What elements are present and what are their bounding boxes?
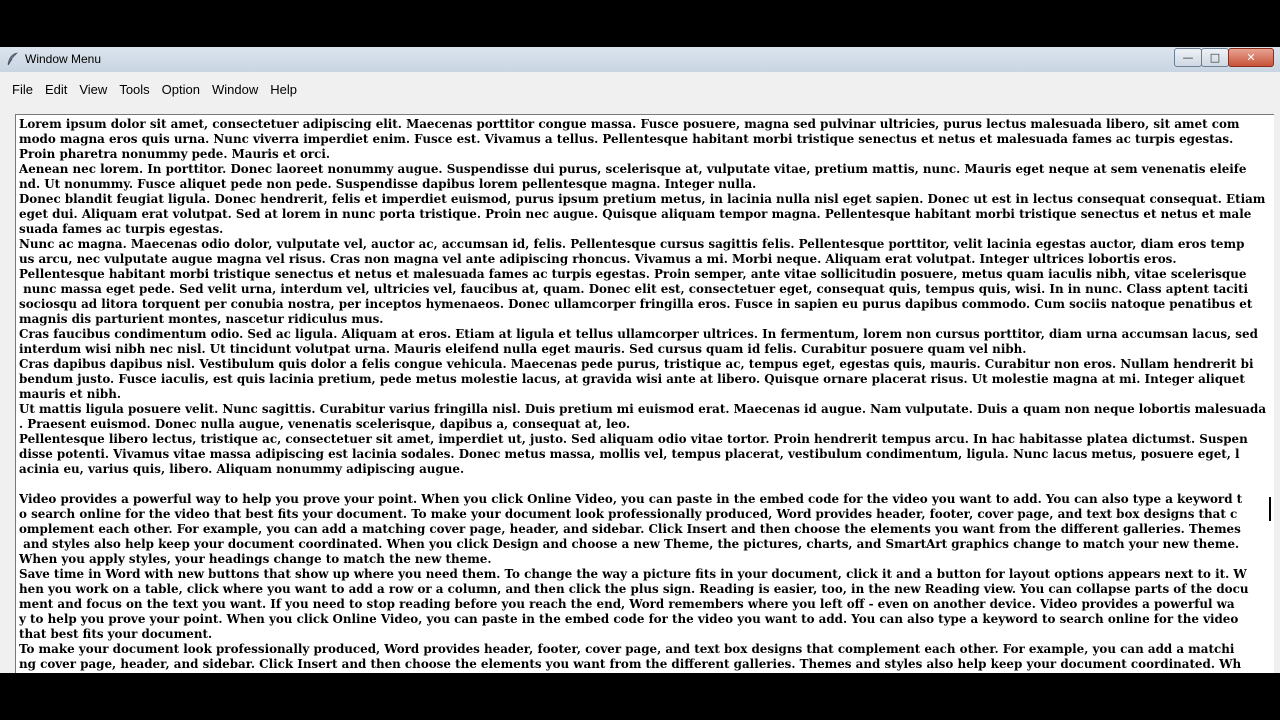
text-line[interactable]: sociosqu ad litora torquent per conubia nostra, per inceptos hymenaeos. Donec ullamcorper fringilla eros. Fusce in sapien eu purus dapibus commodo. Cum sociis natoque penatibus et xyxy=(19,297,1253,311)
text-line[interactable]: ment and focus on the text you want. If you need to stop reading before you reach the end, Word remembers where you left off - even on another device. Video provides a powerful wa xyxy=(19,597,1235,611)
text-line[interactable]: Donec blandit feugiat ligula. Donec hendrerit, felis et imperdiet euismod, purus ipsum pretium metus, in lacinia nulla nisl eget sapien. Donec ut est in lectus consequat consequat. Etiam xyxy=(19,192,1266,206)
text-line[interactable]: hen you work on a table, click where you want to add a row or a column, and then click the plus sign. Reading is easier, too, in the new Reading view. You can collapse parts of the docu xyxy=(19,582,1249,596)
text-line[interactable]: Video provides a powerful way to help you prove your point. When you click Online Video, you can paste in the embed code for the video you want to add. You can also type a keyword t xyxy=(19,492,1243,506)
menu-edit[interactable]: Edit xyxy=(44,81,68,97)
menu-file[interactable]: File xyxy=(12,81,33,97)
text-line[interactable]: Pellentesque habitant morbi tristique senectus et netus et malesuada fames ac turpis egestas. Proin semper, ante vitae sollicitudin posuere, metus quam iaculis nibh, vitae scelerisque xyxy=(19,267,1247,281)
text-line[interactable] xyxy=(19,477,1272,492)
menu-help[interactable]: Help xyxy=(270,81,297,97)
text-line[interactable]: nd. Ut nonummy. Fusce aliquet pede non pede. Suspendisse dapibus lorem pellentesque magna. Integer nulla. xyxy=(19,177,757,191)
app-window xyxy=(0,47,1280,673)
text-line[interactable]: eget dui. Aliquam erat volutpat. Sed at lorem in nunc porta tristique. Proin nec augue. Quisque aliquam tempor magna. Pellentesque habitant morbi tristique senectus et netus et male xyxy=(19,207,1252,221)
text-line[interactable]: Lorem ipsum dolor sit amet, consectetuer adipiscing elit. Maecenas porttitor congue massa. Fusce posuere, magna sed pulvinar ultricies, purus lectus malesuada libero, sit amet com xyxy=(19,117,1240,131)
text-line[interactable]: omplement each other. For example, you can add a matching cover page, header, and sidebar. Click Insert and then choose the elements you want from the different galleries. Themes xyxy=(19,522,1241,536)
text-line[interactable]: that best fits your document. xyxy=(19,627,213,641)
text-line[interactable]: To make your document look professionally produced, Word provides header, footer, cover page, and text box designs that complement each other. For example, you can add a matchi xyxy=(19,642,1235,656)
window-title: Window Menu xyxy=(25,52,102,66)
text-line[interactable]: us arcu, nec vulputate augue magna vel risus. Cras non magna vel ante adipiscing rhoncus. Vivamus a mi. Morbi neque. Aliquam erat volutpat. Integer ultrices lobortis eros. xyxy=(19,252,1177,266)
text-line[interactable]: mauris et nibh. xyxy=(19,387,122,401)
maximize-button[interactable]: □ xyxy=(1201,48,1229,67)
menu-tools[interactable]: Tools xyxy=(119,81,150,97)
text-line[interactable]: Ut mattis ligula posuere velit. Nunc sagittis. Curabitur varius fringilla nisl. Duis pretium mi euismod erat. Maecenas id augue. Nam vulputate. Duis a quam non neque lobortis malesuada xyxy=(19,402,1267,416)
right-edge xyxy=(1274,114,1280,673)
text-editor[interactable] xyxy=(15,114,1274,673)
text-line[interactable]: When you apply styles, your headings change to match the new theme. xyxy=(19,552,492,566)
menu-view[interactable]: View xyxy=(79,81,108,97)
text-line[interactable]: o search online for the video that best fits your document. To make your document look professionally produced, Word provides header, footer, cover page, and text box designs that c xyxy=(19,507,1238,521)
text-line[interactable]: Proin pharetra nonummy pede. Mauris et orci. xyxy=(19,147,331,161)
text-line[interactable]: Aenean nec lorem. In porttitor. Donec laoreet nonummy augue. Suspendisse dui purus, scelerisque at, vulputate vitae, pretium mattis, nunc. Mauris eget neque at sem venenatis eleife xyxy=(19,162,1247,176)
title-bar[interactable] xyxy=(0,47,1280,73)
text-line[interactable]: Pellentesque libero lectus, tristique ac, consectetuer sit amet, imperdiet ut, justo. Sed aliquam odio vitae tortor. Proin hendrerit tempus arcu. In hac habitasse platea dictumst. Suspen xyxy=(19,432,1248,446)
text-line[interactable]: and styles also help keep your document coordinated. When you click Design and choose a new Theme, the pictures, charts, and SmartArt graphics change to match your new theme. xyxy=(19,537,1240,551)
text-line[interactable]: y to help you prove your point. When you click Online Video, you can paste in the embed code for the video you want to add. You can also type a keyword to search online for the video xyxy=(19,612,1239,626)
text-line[interactable]: Cras faucibus condimentum odio. Sed ac ligula. Aliquam at eros. Etiam at ligula et tellus ullamcorper ultrices. In fermentum, lorem non cursus porttitor, diam urna accumsan lacus, sed xyxy=(19,327,1258,341)
text-line[interactable]: acinia eu, varius quis, libero. Aliquam nonummy adipiscing augue. xyxy=(19,462,465,476)
text-line[interactable]: interdum wisi nibh nec nisl. Ut tincidunt volutpat urna. Mauris eleifend nulla eget mauris. Sed cursus quam id felis. Curabitur posuere quam vel nibh. xyxy=(19,342,1027,356)
menu-option[interactable]: Option xyxy=(161,81,200,97)
text-line[interactable]: disse potenti. Vivamus vitae massa adipiscing est lacinia sodales. Donec metus massa, mollis vel, tempus placerat, vestibulum condimentum, ligula. Nunc lacus metus, posuere eget, l xyxy=(19,447,1240,461)
text-line[interactable]: ng cover page, header, and sidebar. Click Insert and then choose the elements you want from the different galleries. Themes and styles also help keep your document coordinated. Wh xyxy=(19,657,1242,671)
editor-content[interactable] xyxy=(16,115,1274,672)
feather-icon xyxy=(6,52,20,66)
text-line[interactable]: magnis dis parturient montes, nascetur ridiculus mus. xyxy=(19,312,384,326)
menu-bar xyxy=(0,72,1280,106)
text-line[interactable]: Nunc ac magna. Maecenas odio dolor, vulputate vel, auctor ac, accumsan id, felis. Pellentesque cursus sagittis felis. Pellentesque porttitor, velit lacinia egestas auctor, diam eros temp xyxy=(19,237,1245,251)
text-line[interactable]: modo magna eros quis urna. Nunc viverra imperdiet enim. Fusce est. Vivamus a tellus. Pellentesque habitant morbi tristique senectus et netus et malesuada fames ac turpis egestas. xyxy=(19,132,1234,146)
text-line[interactable]: Save time in Word with new buttons that show up where you need them. To change the way a picture fits in your document, click it and a button for layout options appears next to it. W xyxy=(19,567,1247,581)
close-button[interactable]: ✕ xyxy=(1228,48,1274,67)
text-line[interactable]: suada fames ac turpis egestas. xyxy=(19,222,224,236)
text-line[interactable]: nunc massa eget pede. Sed velit urna, interdum vel, ultricies vel, faucibus at, quam. Donec elit est, consectetuer eget, consequat quis, tempus quis, wisi. In in nunc. Class aptent taciti xyxy=(19,282,1249,296)
text-line[interactable]: Cras dapibus dapibus nisl. Vestibulum quis dolor a felis congue vehicula. Maecenas pede purus, tristique ac, tempus eget, egestas quis, mauris. Curabitur non eros. Nullam hendrerit bi xyxy=(19,357,1254,371)
menu-window[interactable]: Window xyxy=(211,81,259,97)
text-line[interactable]: . Praesent euismod. Donec nulla augue, venenatis scelerisque, dapibus a, consequat at, leo. xyxy=(19,417,631,431)
minimize-button[interactable]: — xyxy=(1174,48,1202,67)
window-controls xyxy=(1175,48,1274,67)
text-line[interactable]: bendum justo. Fusce iaculis, est quis lacinia pretium, pede metus molestie lacus, at gravida wisi ante at libero. Quisque ornare placerat risus. Ut molestie magna at mi. Integer aliquet xyxy=(19,372,1245,386)
text-cursor-mark xyxy=(1269,497,1271,521)
